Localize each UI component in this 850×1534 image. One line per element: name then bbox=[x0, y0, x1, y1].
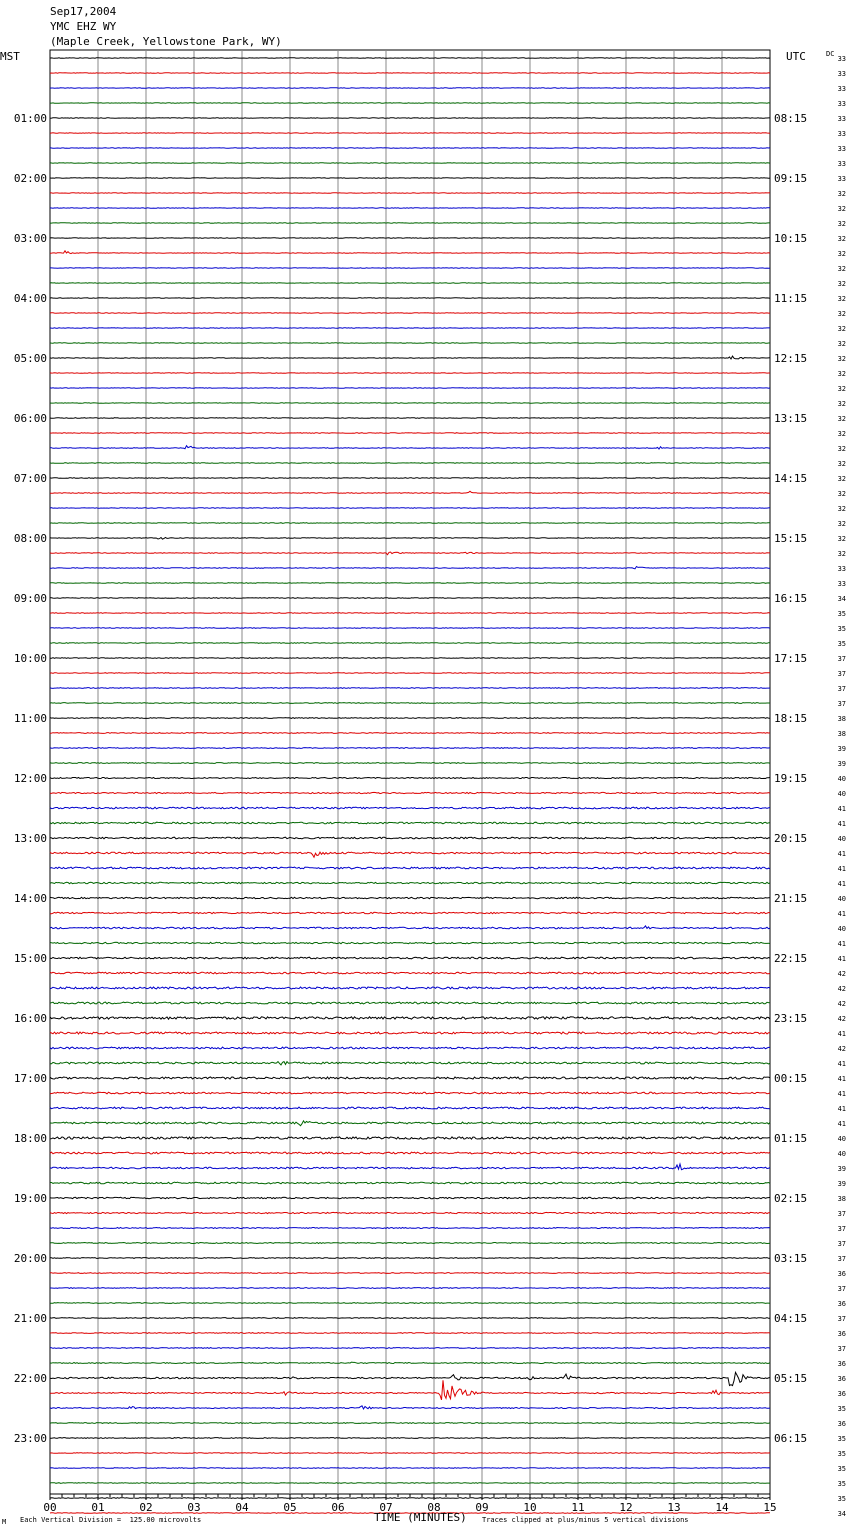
trace-line bbox=[50, 748, 770, 749]
dc-offset-label: 35 bbox=[837, 1450, 846, 1458]
x-tick-label: 09 bbox=[475, 1501, 489, 1514]
trace-line bbox=[50, 778, 770, 779]
dc-offset-label: 32 bbox=[837, 250, 846, 258]
trace-line bbox=[50, 1348, 770, 1349]
dc-offset-label: 32 bbox=[837, 325, 846, 333]
dc-offset-label: 32 bbox=[837, 550, 846, 558]
dc-offset-label: 37 bbox=[837, 685, 846, 693]
trace-line bbox=[50, 1002, 770, 1004]
right-hour-label: 22:15 bbox=[774, 952, 808, 965]
trace-line bbox=[50, 643, 770, 644]
trace-line bbox=[50, 882, 770, 883]
dc-offset-label: 35 bbox=[837, 625, 846, 633]
dc-offset-label: 41 bbox=[837, 1060, 846, 1068]
x-tick-label: 07 bbox=[379, 1501, 393, 1514]
dc-offset-label: 32 bbox=[837, 190, 846, 198]
dc-offset-label: 32 bbox=[837, 295, 846, 303]
dc-offset-label: 36 bbox=[837, 1270, 846, 1278]
left-hour-label: 09:00 bbox=[13, 592, 47, 605]
trace-line bbox=[50, 1062, 770, 1065]
trace-line bbox=[50, 867, 770, 869]
dc-offset-label: 32 bbox=[837, 205, 846, 213]
dc-offset-label: 36 bbox=[837, 1300, 846, 1308]
dc-offset-label: 40 bbox=[837, 925, 846, 933]
dc-offset-label: 35 bbox=[837, 1435, 846, 1443]
right-hour-label: 02:15 bbox=[774, 1192, 808, 1205]
dc-offset-label: 32 bbox=[837, 235, 846, 243]
left-hour-label: 03:00 bbox=[13, 232, 47, 245]
trace-line bbox=[50, 1228, 770, 1229]
dc-offset-label: 35 bbox=[837, 610, 846, 618]
trace-line bbox=[50, 1032, 770, 1034]
dc-offset-label: 36 bbox=[837, 1330, 846, 1338]
trace-line bbox=[50, 1318, 770, 1319]
dc-offset-label: 33 bbox=[837, 85, 846, 93]
dc-offset-label: 33 bbox=[837, 145, 846, 153]
dc-offset-label: 40 bbox=[837, 895, 846, 903]
trace-line bbox=[50, 1273, 770, 1274]
trace-line bbox=[50, 1333, 770, 1334]
left-hour-label: 07:00 bbox=[13, 472, 47, 485]
left-hour-label: 23:00 bbox=[13, 1432, 47, 1445]
dc-offset-label: 32 bbox=[837, 280, 846, 288]
trace-line bbox=[50, 837, 770, 839]
trace-line bbox=[50, 1092, 770, 1094]
trace-line bbox=[50, 552, 770, 555]
dc-offset-label: 32 bbox=[837, 370, 846, 378]
trace-line bbox=[50, 491, 770, 493]
right-hour-label: 21:15 bbox=[774, 892, 808, 905]
trace-line bbox=[50, 463, 770, 464]
trace-line bbox=[50, 1182, 770, 1184]
dc-offset-label: 37 bbox=[837, 1255, 846, 1263]
dc-offset-label: 38 bbox=[837, 1195, 846, 1203]
trace-line bbox=[50, 508, 770, 509]
x-tick-label: 15 bbox=[763, 1501, 777, 1514]
dc-offset-label: 39 bbox=[837, 1165, 846, 1173]
trace-line bbox=[50, 1107, 770, 1109]
right-hour-label: 14:15 bbox=[774, 472, 808, 485]
trace-line bbox=[50, 1017, 770, 1019]
left-hour-label: 20:00 bbox=[13, 1252, 47, 1265]
trace-line bbox=[50, 733, 770, 734]
left-hour-label: 14:00 bbox=[13, 892, 47, 905]
dc-offset-label: 35 bbox=[837, 1495, 846, 1503]
trace-line bbox=[50, 1047, 770, 1049]
dc-offset-label: 41 bbox=[837, 910, 846, 918]
dc-offset-label: 38 bbox=[837, 715, 846, 723]
trace-line bbox=[50, 1303, 770, 1304]
dc-offset-label: 32 bbox=[837, 310, 846, 318]
trace-line bbox=[50, 1137, 770, 1139]
x-tick-label: 12 bbox=[619, 1501, 633, 1514]
trace-line bbox=[50, 1212, 770, 1213]
station-name: YMC EHZ WY bbox=[50, 20, 117, 33]
dc-offset-label: 33 bbox=[837, 115, 846, 123]
right-hour-label: 18:15 bbox=[774, 712, 808, 725]
corner-mark: M bbox=[2, 1518, 7, 1526]
right-hour-label: 05:15 bbox=[774, 1372, 808, 1385]
x-tick-label: 03 bbox=[187, 1501, 201, 1514]
scale-note: Each Vertical Division = 125.00 microvolts bbox=[20, 1516, 202, 1524]
trace-line bbox=[50, 1164, 770, 1170]
dc-offset-label: 41 bbox=[837, 955, 846, 963]
dc-offset-label: 41 bbox=[837, 1075, 846, 1083]
x-tick-label: 14 bbox=[715, 1501, 729, 1514]
dc-offset-label: 32 bbox=[837, 520, 846, 528]
dc-offset-label: 33 bbox=[837, 130, 846, 138]
right-hour-label: 11:15 bbox=[774, 292, 808, 305]
dc-offset-label: 41 bbox=[837, 850, 846, 858]
trace-line bbox=[50, 523, 770, 524]
trace-line bbox=[50, 583, 770, 584]
dc-offset-label: 36 bbox=[837, 1375, 846, 1383]
right-hour-label: 15:15 bbox=[774, 532, 808, 545]
dc-offset-label: 32 bbox=[837, 400, 846, 408]
dc-offset-label: 37 bbox=[837, 1345, 846, 1353]
x-tick-label: 08 bbox=[427, 1501, 441, 1514]
left-hour-label: 02:00 bbox=[13, 172, 47, 185]
trace-line bbox=[50, 1243, 770, 1244]
dc-offset-label: 41 bbox=[837, 880, 846, 888]
trace-line bbox=[50, 1483, 770, 1484]
right-hour-label: 20:15 bbox=[774, 832, 808, 845]
dc-column-label: DC bbox=[826, 50, 835, 58]
dc-offset-label: 33 bbox=[837, 70, 846, 78]
left-hour-label: 04:00 bbox=[13, 292, 47, 305]
dc-offset-label: 37 bbox=[837, 1210, 846, 1218]
dc-offset-label: 37 bbox=[837, 670, 846, 678]
dc-offset-label: 37 bbox=[837, 700, 846, 708]
right-hour-label: 12:15 bbox=[774, 352, 808, 365]
dc-offset-label: 42 bbox=[837, 1045, 846, 1053]
left-hour-label: 08:00 bbox=[13, 532, 47, 545]
right-hour-label: 04:15 bbox=[774, 1312, 808, 1325]
x-tick-label: 06 bbox=[331, 1501, 345, 1514]
trace-line bbox=[50, 478, 770, 479]
trace-line bbox=[50, 1197, 770, 1198]
right-hour-label: 17:15 bbox=[774, 652, 808, 665]
right-hour-label: 16:15 bbox=[774, 592, 808, 605]
dc-offset-label: 41 bbox=[837, 805, 846, 813]
trace-line bbox=[50, 1380, 770, 1400]
clip-note: Traces clipped at plus/minus 5 vertical divisions bbox=[482, 1516, 689, 1524]
dc-offset-label: 34 bbox=[837, 1510, 846, 1518]
left-hour-label: 16:00 bbox=[13, 1012, 47, 1025]
x-tick-label: 04 bbox=[235, 1501, 249, 1514]
dc-offset-label: 36 bbox=[837, 1420, 846, 1428]
dc-offset-label: 38 bbox=[837, 730, 846, 738]
dc-offset-label: 41 bbox=[837, 940, 846, 948]
dc-offset-label: 39 bbox=[837, 1180, 846, 1188]
trace-line bbox=[50, 852, 770, 857]
dc-offset-label: 35 bbox=[837, 1465, 846, 1473]
station-location: (Maple Creek, Yellowstone Park, WY) bbox=[50, 35, 282, 48]
dc-offset-label: 33 bbox=[837, 175, 846, 183]
dc-offset-label: 32 bbox=[837, 265, 846, 273]
dc-offset-label: 33 bbox=[837, 100, 846, 108]
trace-line bbox=[50, 972, 770, 974]
dc-offset-label: 40 bbox=[837, 775, 846, 783]
x-tick-label: 13 bbox=[667, 1501, 681, 1514]
left-hour-label: 21:00 bbox=[13, 1312, 47, 1325]
dc-offset-label: 40 bbox=[837, 835, 846, 843]
dc-offset-label: 41 bbox=[837, 1120, 846, 1128]
dc-offset-label: 32 bbox=[837, 415, 846, 423]
trace-line bbox=[50, 718, 770, 719]
dc-offset-label: 36 bbox=[837, 1390, 846, 1398]
dc-offset-label: 32 bbox=[837, 475, 846, 483]
trace-line bbox=[50, 987, 770, 989]
dc-offset-label: 33 bbox=[837, 160, 846, 168]
x-tick-label: 10 bbox=[523, 1501, 537, 1514]
right-hour-label: 19:15 bbox=[774, 772, 808, 785]
trace-line bbox=[50, 1077, 770, 1079]
trace-line bbox=[50, 1498, 770, 1499]
dc-offset-label: 32 bbox=[837, 490, 846, 498]
plot-frame bbox=[50, 50, 770, 1494]
trace-line bbox=[50, 1406, 770, 1409]
left-hour-label: 11:00 bbox=[13, 712, 47, 725]
plot-date: Sep17,2004 bbox=[50, 5, 117, 18]
trace-line bbox=[50, 1288, 770, 1289]
right-hour-label: 06:15 bbox=[774, 1432, 808, 1445]
dc-offset-label: 42 bbox=[837, 1000, 846, 1008]
dc-offset-label: 41 bbox=[837, 865, 846, 873]
left-hour-label: 17:00 bbox=[13, 1072, 47, 1085]
trace-line bbox=[50, 446, 770, 449]
trace-line bbox=[50, 628, 770, 629]
dc-offset-label: 33 bbox=[837, 55, 846, 63]
trace-line bbox=[50, 567, 770, 569]
x-tick-label: 11 bbox=[571, 1501, 585, 1514]
left-hour-label: 10:00 bbox=[13, 652, 47, 665]
trace-line bbox=[50, 433, 770, 434]
dc-offset-label: 32 bbox=[837, 220, 846, 228]
trace-line bbox=[50, 957, 770, 959]
dc-offset-label: 37 bbox=[837, 1225, 846, 1233]
trace-line bbox=[50, 1121, 770, 1126]
left-hour-label: 01:00 bbox=[13, 112, 47, 125]
dc-offset-label: 32 bbox=[837, 505, 846, 513]
trace-line bbox=[50, 613, 770, 614]
trace-line bbox=[50, 822, 770, 824]
dc-offset-label: 32 bbox=[837, 445, 846, 453]
trace-line bbox=[50, 897, 770, 898]
trace-line bbox=[50, 926, 770, 929]
right-hour-label: 03:15 bbox=[774, 1252, 808, 1265]
trace-line bbox=[50, 763, 770, 764]
trace-line bbox=[50, 792, 770, 793]
dc-offset-label: 40 bbox=[837, 1150, 846, 1158]
x-tick-label: 02 bbox=[139, 1501, 153, 1514]
dc-offset-label: 35 bbox=[837, 640, 846, 648]
trace-line bbox=[50, 912, 770, 913]
left-timezone-label: MST bbox=[0, 50, 20, 63]
left-hour-label: 13:00 bbox=[13, 832, 47, 845]
trace-line bbox=[50, 658, 770, 659]
dc-offset-label: 32 bbox=[837, 385, 846, 393]
trace-line bbox=[50, 356, 770, 359]
right-hour-label: 09:15 bbox=[774, 172, 808, 185]
x-tick-label: 01 bbox=[91, 1501, 105, 1514]
trace-line bbox=[50, 703, 770, 704]
right-hour-label: 13:15 bbox=[774, 412, 808, 425]
dc-offset-label: 42 bbox=[837, 985, 846, 993]
dc-offset-label: 32 bbox=[837, 355, 846, 363]
dc-offset-label: 41 bbox=[837, 1030, 846, 1038]
x-axis-title: TIME (MINUTES) bbox=[374, 1511, 467, 1524]
right-hour-label: 23:15 bbox=[774, 1012, 808, 1025]
trace-line bbox=[50, 251, 770, 254]
trace-line bbox=[50, 1453, 770, 1454]
trace-line bbox=[50, 418, 770, 419]
left-hour-label: 15:00 bbox=[13, 952, 47, 965]
trace-line bbox=[50, 1362, 770, 1363]
dc-offset-label: 42 bbox=[837, 1015, 846, 1023]
dc-offset-label: 40 bbox=[837, 1135, 846, 1143]
left-hour-label: 12:00 bbox=[13, 772, 47, 785]
trace-line bbox=[50, 1372, 770, 1385]
x-tick-label: 00 bbox=[43, 1501, 57, 1514]
trace-line bbox=[50, 538, 770, 540]
trace-line bbox=[50, 1438, 770, 1439]
trace-line bbox=[50, 688, 770, 689]
right-hour-label: 01:15 bbox=[774, 1132, 808, 1145]
dc-offset-label: 35 bbox=[837, 1405, 846, 1413]
dc-offset-label: 34 bbox=[837, 595, 846, 603]
right-hour-label: 08:15 bbox=[774, 112, 808, 125]
dc-offset-label: 41 bbox=[837, 820, 846, 828]
dc-offset-label: 32 bbox=[837, 430, 846, 438]
dc-offset-label: 33 bbox=[837, 565, 846, 573]
left-hour-label: 22:00 bbox=[13, 1372, 47, 1385]
left-hour-label: 18:00 bbox=[13, 1132, 47, 1145]
right-timezone-label: UTC bbox=[786, 50, 806, 63]
dc-offset-label: 41 bbox=[837, 1105, 846, 1113]
dc-offset-label: 32 bbox=[837, 340, 846, 348]
x-tick-label: 05 bbox=[283, 1501, 297, 1514]
dc-offset-label: 37 bbox=[837, 1240, 846, 1248]
trace-line bbox=[50, 942, 770, 943]
dc-offset-label: 39 bbox=[837, 745, 846, 753]
trace-line bbox=[50, 1468, 770, 1469]
trace-line bbox=[50, 1152, 770, 1154]
dc-offset-label: 32 bbox=[837, 460, 846, 468]
dc-offset-label: 33 bbox=[837, 580, 846, 588]
dc-offset-label: 32 bbox=[837, 535, 846, 543]
dc-offset-label: 37 bbox=[837, 655, 846, 663]
trace-line bbox=[50, 807, 770, 809]
dc-offset-label: 41 bbox=[837, 1090, 846, 1098]
dc-offset-label: 42 bbox=[837, 970, 846, 978]
left-hour-label: 06:00 bbox=[13, 412, 47, 425]
trace-line bbox=[50, 1258, 770, 1259]
dc-offset-label: 39 bbox=[837, 760, 846, 768]
right-hour-label: 00:15 bbox=[774, 1072, 808, 1085]
dc-offset-label: 40 bbox=[837, 790, 846, 798]
trace-line bbox=[50, 673, 770, 674]
left-hour-label: 05:00 bbox=[13, 352, 47, 365]
dc-offset-label: 37 bbox=[837, 1315, 846, 1323]
trace-line bbox=[50, 1423, 770, 1424]
dc-offset-label: 37 bbox=[837, 1285, 846, 1293]
dc-offset-label: 36 bbox=[837, 1360, 846, 1368]
dc-offset-label: 35 bbox=[837, 1480, 846, 1488]
right-hour-label: 10:15 bbox=[774, 232, 808, 245]
trace-line bbox=[50, 598, 770, 599]
left-hour-label: 19:00 bbox=[13, 1192, 47, 1205]
